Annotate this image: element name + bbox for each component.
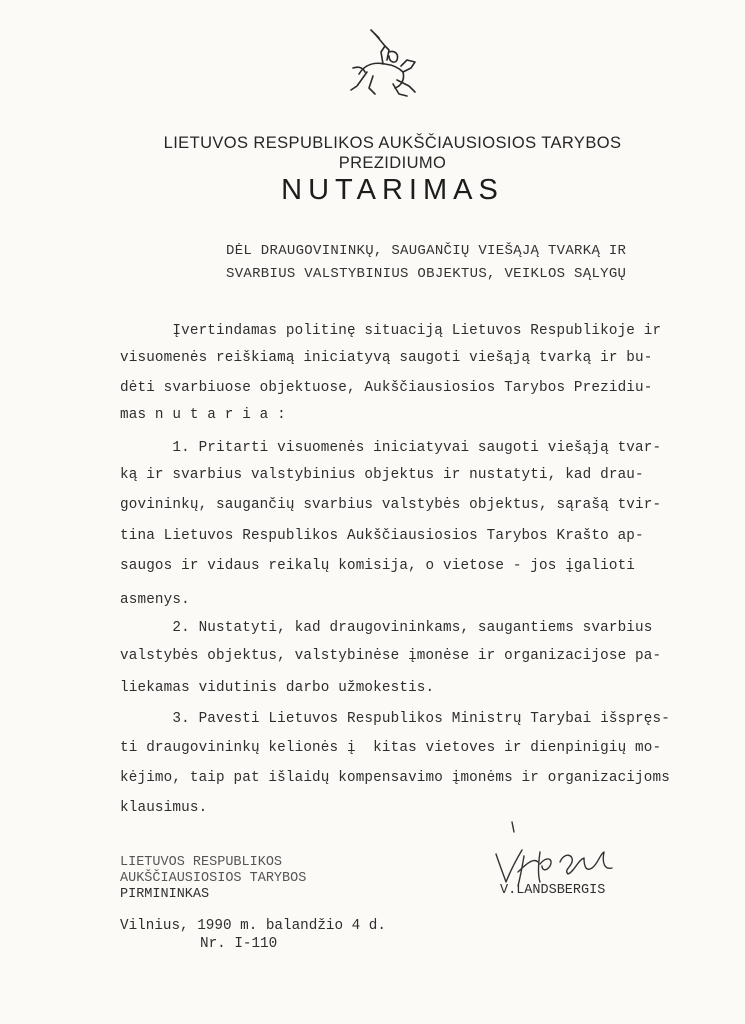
body-line: dėti svarbiuose objektuose, Aukščiausiosios Tarybos Prezidiu- xyxy=(120,380,653,396)
vytis-emblem-icon xyxy=(345,28,425,100)
body-line: kėjimo, taip pat išlaidų kompensavimo įmonėms ir organizacijoms xyxy=(120,770,670,786)
document-type-title: NUTARIMAS xyxy=(281,174,504,206)
subject-line-2: SVARBIUS VALSTYBINIUS OBJEKTUS, VEIKLOS SĄLYGŲ xyxy=(226,266,627,282)
body-line: 1. Pritarti visuomenės iniciatyvai saugoti viešąją tvar- xyxy=(120,440,662,456)
body-line: 2. Nustatyti, kad draugovininkams, saugantiems svarbius xyxy=(120,620,653,636)
institution-line-1: LIETUVOS RESPUBLIKOS AUKŠČIAUSIOSIOS TARYBOS xyxy=(163,134,622,152)
decree-number: Nr. I-110 xyxy=(200,936,278,952)
signatory-title-line-2: AUKŠČIAUSIOSIOS TARYBOS xyxy=(120,871,307,886)
place-and-date: Vilnius, 1990 m. balandžio 4 d. xyxy=(120,918,386,934)
signatory-title-line-1: LIETUVOS RESPUBLIKOS xyxy=(120,855,283,870)
body-line: Įvertindamas politinę situaciją Lietuvos Respublikoje ir xyxy=(120,323,662,339)
body-line: ką ir svarbius valstybinius objektus ir nustatyti, kad drau- xyxy=(120,467,644,483)
body-line: 3. Pavesti Lietuvos Respublikos Ministrų Tarybai išspręs- xyxy=(120,711,670,727)
subject-line-1: DĖL DRAUGOVININKŲ, SAUGANČIŲ VIEŠĄJĄ TVARKĄ IR xyxy=(226,243,627,259)
body-line: ti draugovininkų kelionės į kitas vietoves ir dienpinigių mo- xyxy=(120,740,662,756)
body-line: saugos ir vidaus reikalų komisija, o vietose - jos įgalioti xyxy=(120,558,636,574)
body-line: klausimus. xyxy=(120,800,208,816)
body-line: valstybės objektus, valstybinėse įmonėse ir organizacijose pa- xyxy=(120,648,662,664)
body-line: visuomenės reiškiamą iniciatyvą saugoti viešąją tvarką ir bu- xyxy=(120,350,653,366)
signatory-title-line-3: PIRMININKAS xyxy=(120,887,210,902)
signatory-name: V.LANDSBERGIS xyxy=(500,883,606,898)
body-line: asmenys. xyxy=(120,592,190,608)
body-line: liekamas vidutinis darbo užmokestis. xyxy=(120,680,435,696)
body-line: tina Lietuvos Respublikos Aukščiausiosios Tarybos Krašto ap- xyxy=(120,528,644,544)
institution-line-2: PREZIDIUMO xyxy=(338,154,447,172)
handwritten-signature xyxy=(488,812,628,892)
body-line: mas n u t a r i a : xyxy=(120,407,286,423)
body-line: govininkų, saugančių svarbius valstybės objektus, sąrašą tvir- xyxy=(120,497,662,513)
